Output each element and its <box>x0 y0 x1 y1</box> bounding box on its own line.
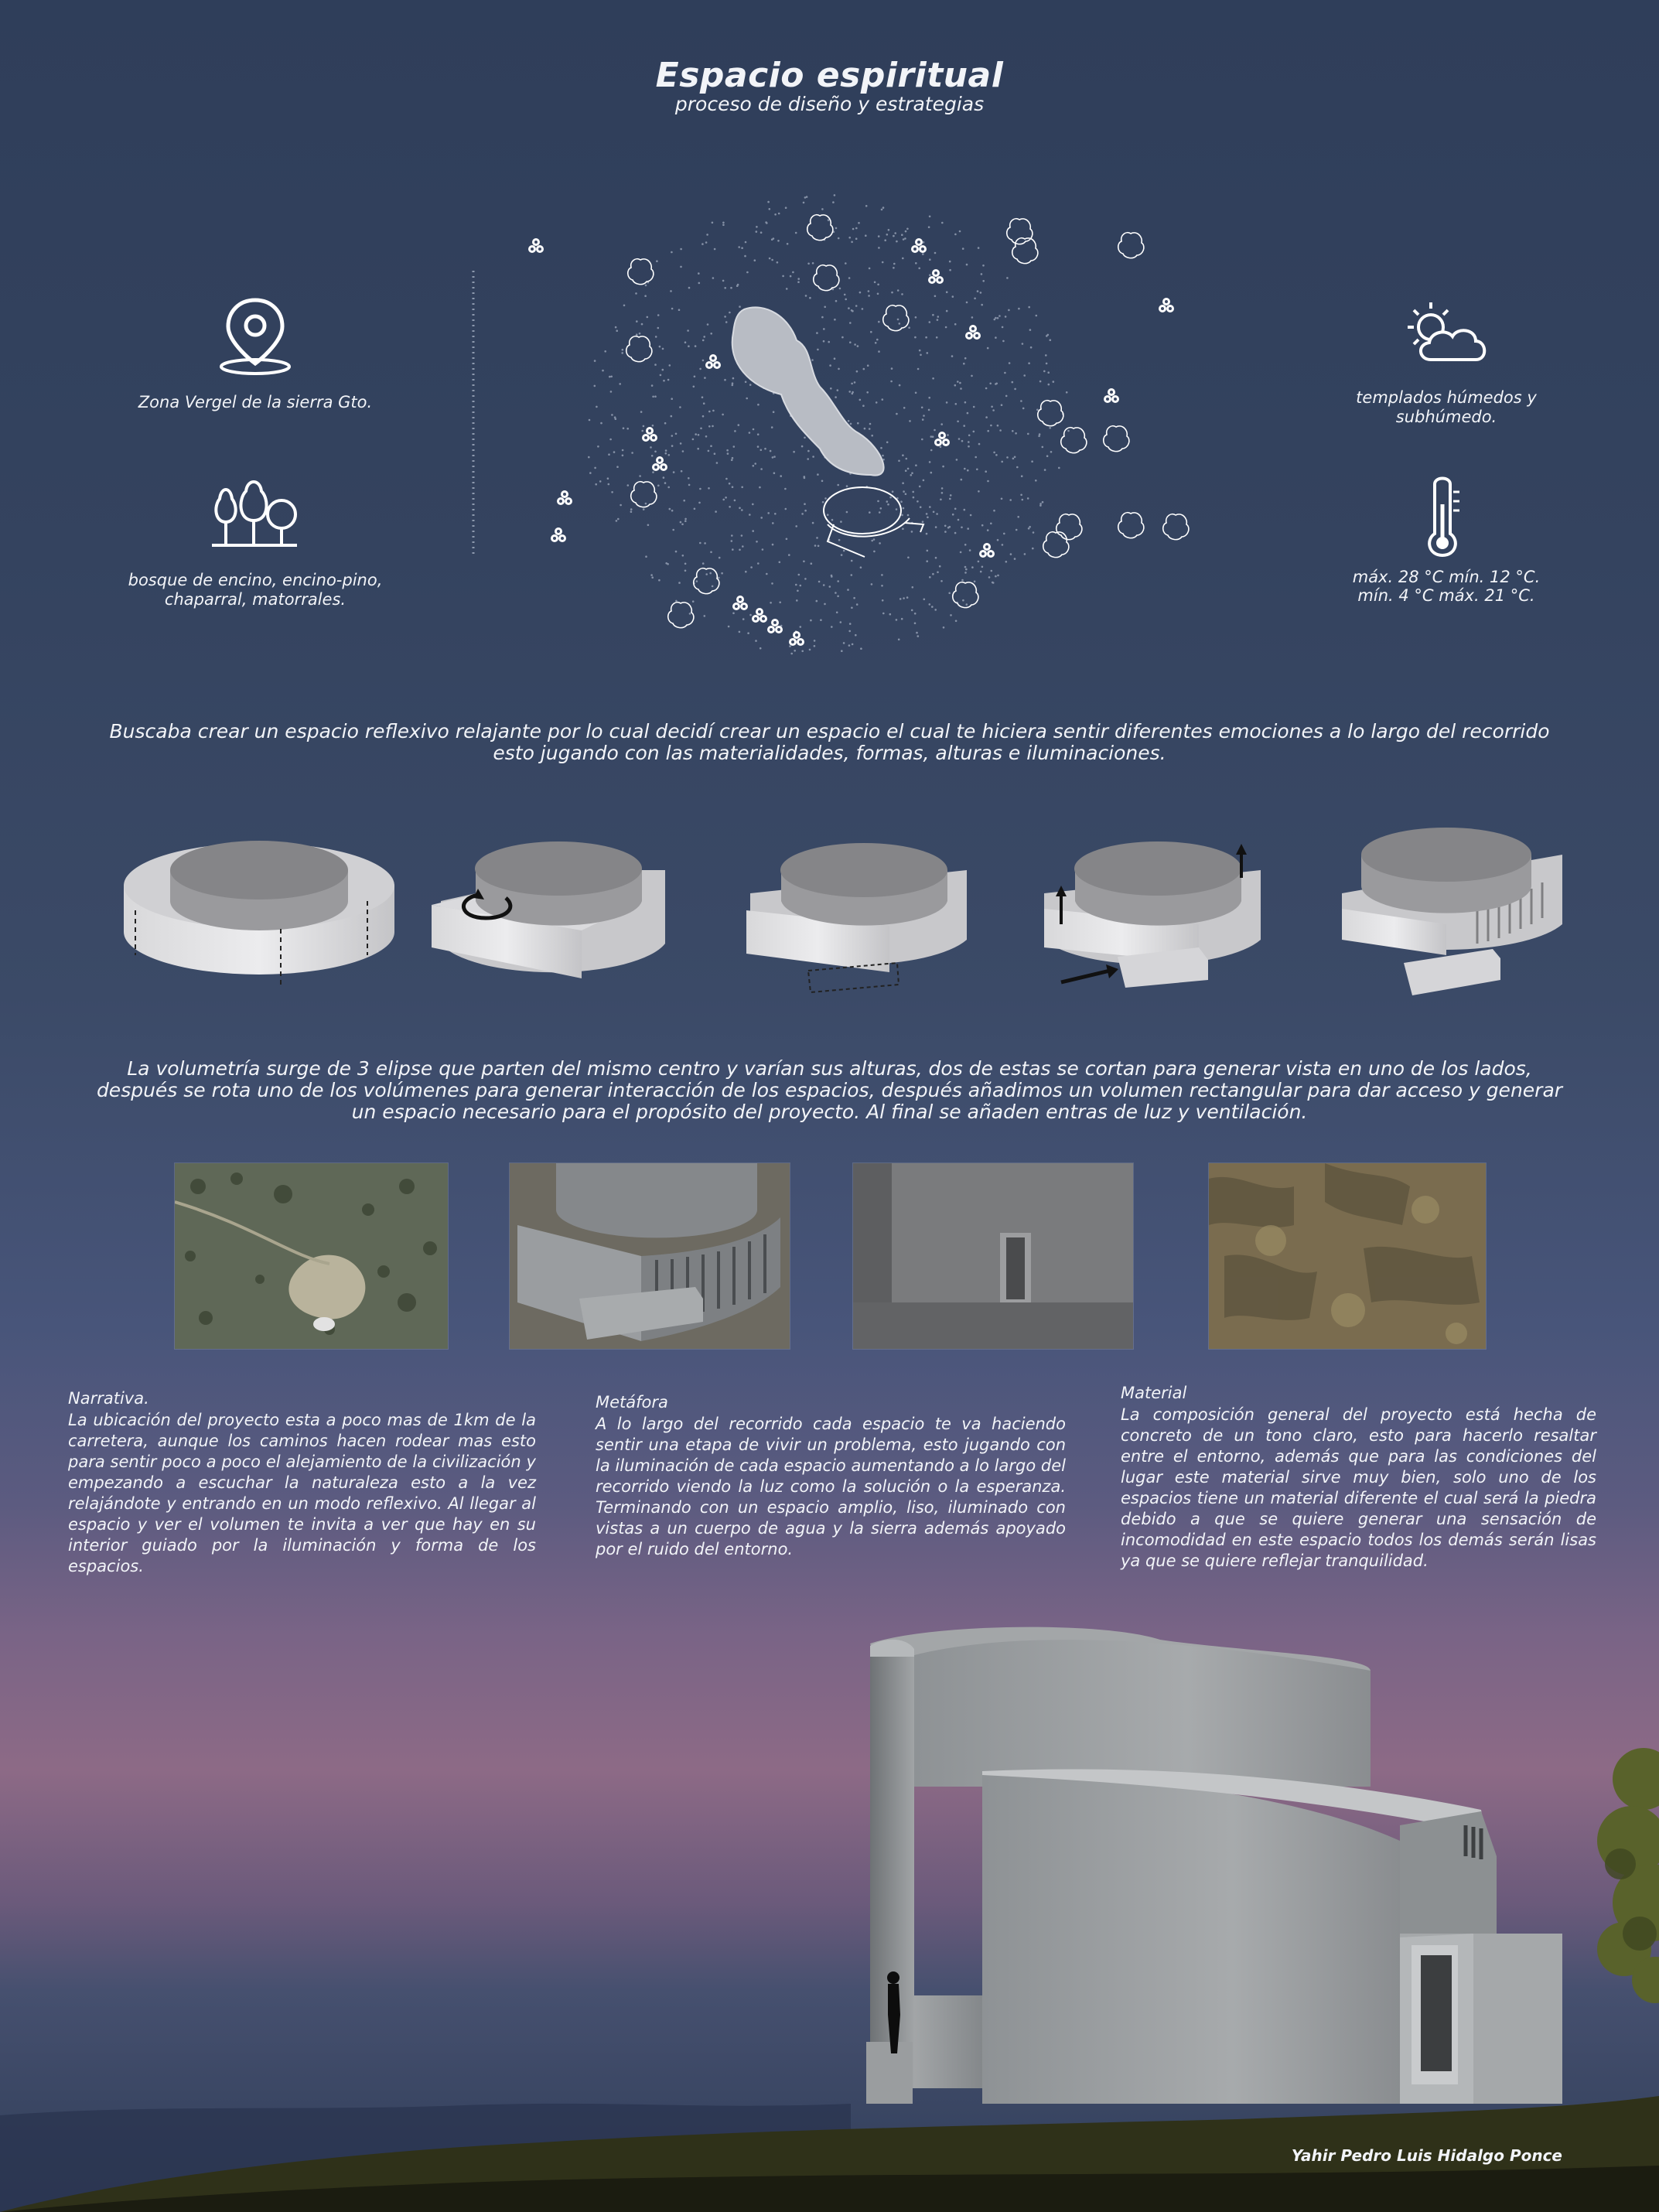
volume-step-2 <box>432 841 665 978</box>
volume-step-4 <box>1044 841 1261 988</box>
volume-step-1 <box>124 841 394 985</box>
building-render-photo <box>509 1162 790 1350</box>
material-column <box>1121 1383 1596 1572</box>
interior-render-photo <box>852 1162 1134 1350</box>
metaphor-column <box>596 1392 1066 1560</box>
page-subtitle: proceso de diseño y estrategias <box>674 93 985 115</box>
sun-cloud-icon <box>1400 298 1493 367</box>
aerial-site-photo <box>174 1162 449 1350</box>
volumetry-diagram <box>116 808 1570 1009</box>
map-pin-icon <box>217 292 294 377</box>
page-title: Espacio espiritual <box>655 56 1004 95</box>
metaphor-body: A lo largo del recorrido cada espacio te va haciendo sentir una etapa de vivir un problema, esto jugando con la iluminación de cada espacio aumentando a lo largo del recorrido viendo la luz como la solución o la esperanza. Terminando con un espacio amplio, liso, iluminado con vistas a un cuerpo de agua y la sierra además apoyado por el ruido del entorno. <box>596 1415 1066 1558</box>
metaphor-heading: Metáfora <box>596 1393 668 1412</box>
narrative-heading: Narrativa. <box>68 1389 149 1408</box>
narrative-column <box>68 1388 536 1577</box>
location-caption: Zona Vergel de la sierra Gto. <box>138 393 373 411</box>
thermometer-icon <box>1419 473 1466 558</box>
trees-icon <box>210 476 303 550</box>
temperature-line-1: máx. 28 °C mín. 12 °C. <box>1352 568 1541 586</box>
narrative-body: La ubicación del proyecto esta a poco mas de 1km de la carretera, aunque los caminos hacen rodear mas esto para sentir poco a poco el alejamiento de la civilización y empezando a escuchar la naturaleza esto a la vez relajándote y entrando en un modo reflexivo. Al llegar al espacio y ver el volumen te invita a ver que hay en su interior guiado por la iluminación y forma de los espacios. <box>68 1411 536 1575</box>
building-footprint <box>824 487 923 557</box>
volumetry-paragraph: La volumetría surge de 3 elipse que parten del mismo centro y varían sus alturas, dos de estas se cortan para generar vista en uno de los lados, después se rota uno de los volúmenes para generar interacción de los espacios, después añadimos un volumen rectangular para dar acceso y generar un espacio necesario para el propósito del proyecto. Al final se añaden entras de luz y ventilación. <box>96 1057 1563 1123</box>
vegetation-caption: bosque de encino, encino-pino, chaparral, matorrales. <box>128 571 383 609</box>
tree-symbols <box>626 215 1189 628</box>
volume-step-5 <box>1342 828 1562 995</box>
volume-step-3 <box>746 843 967 992</box>
lake-shape <box>732 307 884 475</box>
hero-render <box>0 1609 1659 2212</box>
stone-texture-photo <box>1208 1162 1487 1350</box>
site-plan-diagram <box>425 155 1237 665</box>
intro-paragraph: Buscaba crear un espacio reflexivo relajante por lo cual decidí crear un espacio el cual te hiciera sentir diferentes emociones a lo largo del recorrido esto jugando con las materialidades, formas, alturas e iluminaciones. <box>109 720 1550 764</box>
concrete-building <box>866 1627 1562 2104</box>
material-heading: Material <box>1121 1384 1187 1402</box>
climate-caption: templados húmedos y subhúmedo. <box>1356 388 1537 426</box>
material-body: La composición general del proyecto está hecha de concreto de un tono claro, esto para hacerlo resaltar entre el entorno, además que para las condiciones del lugar este material sirve muy bien, solo uno de los espacios tiene un material diferente el cual será la piedra debido a que se quiere generar una sensación de incomodidad en este espacio todos los demás serán lisas ya que se quiere reflejar tranquilidad. <box>1121 1405 1596 1570</box>
author-credit: Yahir Pedro Luis Hidalgo Ponce <box>1291 2146 1562 2165</box>
temperature-line-2: mín. 4 °C máx. 21 °C. <box>1357 586 1535 605</box>
